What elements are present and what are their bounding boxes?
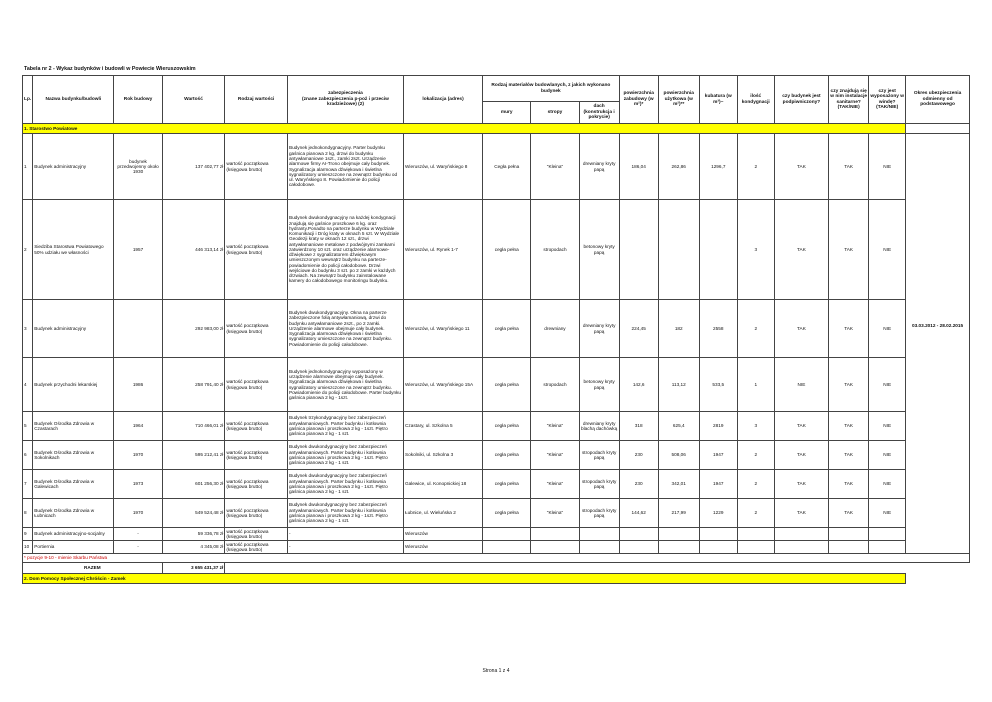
walls-cell: cegła pełna — [483, 441, 531, 470]
basement-cell: TAK — [774, 412, 828, 441]
col-nazwa: Nazwa budynku/budowli — [33, 76, 114, 124]
value-cell: 292 983,00 zł — [162, 300, 225, 358]
volume-cell — [699, 200, 737, 300]
elevator-cell: NIE — [869, 412, 906, 441]
section-spacer — [906, 124, 970, 134]
value-cell: 710 466,01 zł — [162, 412, 225, 441]
total-row — [23, 563, 970, 574]
section-spacer — [906, 574, 970, 584]
value-type-cell: wartość początkowa (księgowa brutto) — [225, 541, 288, 554]
basement-cell: TAK — [774, 470, 828, 499]
sanitary-cell: TAK — [829, 470, 869, 499]
floors-cell: 2 — [737, 134, 774, 200]
built-area-cell: 230 — [619, 470, 658, 499]
floors-cell: 3 — [737, 412, 774, 441]
security-cell: Budynek dwukondygnacyjny bez zabezpieczeń antywłamaniowych. Parter budynku i kotłownia gaśnica pianowa i proszkowa 2 kg - 1szt. Piętro gaśnica pianowa 2 kg - 1 szt. — [287, 499, 403, 528]
sanitary-cell — [829, 528, 869, 541]
security-cell: - — [287, 541, 403, 554]
year-cell — [114, 300, 162, 358]
lp-cell: 5 — [23, 412, 33, 441]
built-area-cell: 144,62 — [619, 499, 658, 528]
basement-cell — [774, 528, 828, 541]
lp-cell: 8 — [23, 499, 33, 528]
section-title: 1. Starostwo Powiatowe — [23, 124, 906, 134]
lp-cell: 10 — [23, 541, 33, 554]
basement-cell: TAK — [774, 441, 828, 470]
floors-cell: 2 — [737, 499, 774, 528]
year-cell: 1970 — [114, 441, 162, 470]
walls-cell: cegła pełna — [483, 470, 531, 499]
year-cell: 1957 — [114, 200, 162, 300]
floors-cell — [737, 541, 774, 554]
basement-cell: TAK — [774, 200, 828, 300]
sanitary-cell — [829, 541, 869, 554]
usable-area-cell: 182 — [658, 300, 699, 358]
basement-cell: TAK — [774, 499, 828, 528]
total-spacer — [225, 563, 970, 574]
value-cell: 446 313,14 zł — [162, 200, 225, 300]
roof-cell: drewniany kryty papą — [579, 300, 619, 358]
year-cell: 1970 — [114, 499, 162, 528]
walls-cell: cegła pełna — [483, 300, 531, 358]
usable-area-cell: 217,99 — [658, 499, 699, 528]
col-kondygnacji: ilość kondygnacji — [737, 76, 774, 124]
table-row — [23, 441, 970, 470]
value-cell: 595 212,41 zł — [162, 441, 225, 470]
col-lokalizacja: lokalizacja (adres) — [404, 76, 483, 124]
volume-cell: 1947 — [699, 470, 737, 499]
walls-cell: cegła pełna — [483, 200, 531, 300]
value-type-cell: wartość początkowa (księgowa brutto) — [225, 499, 288, 528]
volume-cell: 2819 — [699, 412, 737, 441]
name-cell: Budynek Ośrodka Zdrowia w Galewicach — [33, 470, 114, 499]
walls-cell — [483, 528, 531, 541]
location-cell: Czastary, ul. Szkolna 5 — [404, 412, 483, 441]
elevator-cell: NIE — [869, 358, 906, 412]
ceilings-cell: "Kleina" — [531, 134, 579, 200]
value-type-cell: wartość początkowa (księgowa brutto) — [225, 412, 288, 441]
col-mury: mury — [483, 102, 531, 124]
name-cell: Budynek administracyjno-socjalny — [33, 528, 114, 541]
col-rok: Rok budowy — [114, 76, 162, 124]
value-type-cell: wartość początkowa (księgowa brutto) — [225, 528, 288, 541]
elevator-cell — [869, 541, 906, 554]
location-cell: Wieruszów, ul. Waryńskiego 11 — [404, 300, 483, 358]
value-type-cell: wartość początkowa (księgowa brutto) — [225, 134, 288, 200]
col-rodzaj: Rodzaj wartości — [225, 76, 288, 124]
volume-cell — [699, 528, 737, 541]
col-kubatura: kubatura (w m³)~ — [699, 76, 737, 124]
floors-cell: 1 — [737, 358, 774, 412]
table-row — [23, 300, 970, 358]
ceilings-cell: drewniany — [531, 300, 579, 358]
year-cell: 1973 — [114, 470, 162, 499]
year-cell: budynek przedwojenny około 1930 — [114, 134, 162, 200]
name-cell: Portiernia — [33, 541, 114, 554]
roof-cell: stropodach kryty papą — [579, 470, 619, 499]
usable-area-cell — [658, 528, 699, 541]
value-type-cell: wartość początkowa (księgowa brutto) — [225, 441, 288, 470]
floors-cell: 3 — [737, 200, 774, 300]
year-cell: - — [114, 541, 162, 554]
ceilings-cell: "Kleina" — [531, 441, 579, 470]
value-type-cell: wartość początkowa (księgowa brutto) — [225, 470, 288, 499]
roof-cell — [579, 541, 619, 554]
location-cell: Sokolniki, ul. Szkolna 3 — [404, 441, 483, 470]
built-area-cell — [619, 200, 658, 300]
table-row — [23, 470, 970, 499]
security-cell: Budynek jednokondygnacyjny. Parter budynku gaśnica pianowa 2 kg, drzwi do budynku antywłamaniowe 1szt., zamki 2szt. Urządzenie alarmowe firmy AI-Trono obejmuje cały budynek. Sygnalizacja alarmowa dźwiękowa i świetlna sygnalizatory umieszczone na zewnątrz budynku od ul. Waryńskiego 8. Powiadomienie do policji całodobowe. — [287, 134, 403, 200]
location-cell: Wieruszów, ul. Rynek 1-7 — [404, 200, 483, 300]
table-row — [23, 200, 970, 300]
ceilings-cell: stropodach — [531, 358, 579, 412]
ceilings-cell — [531, 528, 579, 541]
location-cell: Wieruszów, ul. Waryńskiego 8 — [404, 134, 483, 200]
sanitary-cell: TAK — [829, 412, 869, 441]
elevator-cell: NIE — [869, 200, 906, 300]
built-area-cell: 186,04 — [619, 134, 658, 200]
col-dach: dach (konstrukcja i pokrycie) — [579, 102, 619, 124]
walls-cell: cegła pełna — [483, 412, 531, 441]
built-area-cell: 318 — [619, 412, 658, 441]
value-cell: 59 336,78 zł — [162, 528, 225, 541]
year-cell: 1986 — [114, 358, 162, 412]
volume-cell: 2558 — [699, 300, 737, 358]
table-title: Tabela nr 2 - Wykaz budynków i budowli w Powiecie Wieruszowskim — [24, 66, 196, 72]
walls-cell: Cegła pełna — [483, 134, 531, 200]
col-lp: Lp. — [23, 76, 33, 124]
buildings-table — [22, 75, 970, 584]
name-cell: Budynek Ośrodka Zdrowia w Czastarach — [33, 412, 114, 441]
value-type-cell: wartość początkowa (księgowa brutto) — [225, 200, 288, 300]
security-cell: Budynek jednokondygnacyjny wyposażony w urządzenie alarmowe obejmuje cały budynek. Sygnalizacja alarmowa dźwiękowa i świetlna sygnalizatory umieszczone na zewnątrz budynku. Powiadomienie do policji całodobowe. Parter budynku gaśnica pianowa 2 kg - 1szt. — [287, 358, 403, 412]
built-area-cell — [619, 528, 658, 541]
year-cell: - — [114, 528, 162, 541]
usable-area-cell: 113,12 — [658, 358, 699, 412]
ceilings-cell: "Kleina" — [531, 470, 579, 499]
usable-area-cell — [658, 200, 699, 300]
floors-cell: 2 — [737, 441, 774, 470]
security-cell: Budynek dwukondygnacyjny bez zabezpieczeń antywłamaniowych. Parter budynku i kotłownia gaśnica pianowa i proszkowa 2 kg - 1szt. Piętro gaśnica pianowa 2 kg - 1 szt. — [287, 441, 403, 470]
location-cell: Wieruszów — [404, 528, 483, 541]
usable-area-cell — [658, 541, 699, 554]
basement-cell: TAK — [774, 134, 828, 200]
basement-cell: TAK — [774, 300, 828, 358]
roof-cell: drewniany kryty papą — [579, 134, 619, 200]
roof-cell: betonowy kryty papą — [579, 358, 619, 412]
total-label: RAZEM — [23, 563, 163, 574]
sanitary-cell: TAK — [829, 200, 869, 300]
col-zabezpieczenia: zabezpieczenia (znane zabezpieczenia p-poż i przeciw kradzieżowe) (2) — [287, 76, 403, 124]
built-area-cell — [619, 541, 658, 554]
ceilings-cell: "Kleina" — [531, 499, 579, 528]
value-cell: 601 256,30 zł — [162, 470, 225, 499]
location-cell: Łubnice, ul. Wieluńska 2 — [404, 499, 483, 528]
elevator-cell: NIE — [869, 134, 906, 200]
volume-cell: 1229 — [699, 499, 737, 528]
roof-cell: drewniany kryty blachą dachówką — [579, 412, 619, 441]
lp-cell: 9 — [23, 528, 33, 541]
section-row — [23, 124, 970, 134]
sanitary-cell: TAK — [829, 358, 869, 412]
security-cell: - — [287, 528, 403, 541]
name-cell: Budynek Ośrodka Zdrowia w Łubnicach — [33, 499, 114, 528]
footnote: * pozycje 9-10 - mienie Skarbu Państwa — [23, 554, 970, 563]
usable-area-cell: 508,06 — [658, 441, 699, 470]
built-area-cell: 230 — [619, 441, 658, 470]
usable-area-cell: 262,86 — [658, 134, 699, 200]
value-cell: 4 345,08 zł — [162, 541, 225, 554]
walls-cell — [483, 541, 531, 554]
roof-cell: stropodach kryty papą — [579, 441, 619, 470]
walls-cell: cegła pełna — [483, 499, 531, 528]
basement-cell: NIE — [774, 358, 828, 412]
sanitary-cell: TAK — [829, 499, 869, 528]
table-row — [23, 499, 970, 528]
col-wartosc: Wartość — [162, 76, 225, 124]
table-row — [23, 528, 970, 541]
elevator-cell: NIE — [869, 499, 906, 528]
value-type-cell: wartość początkowa (księgowa brutto) — [225, 300, 288, 358]
usable-area-cell: 342,01 — [658, 470, 699, 499]
col-pow-uzyt: powierzchnia użytkowa (w m²)** — [658, 76, 699, 124]
built-area-cell: 142,6 — [619, 358, 658, 412]
col-winda: czy jest wyposażony w windę? (TAK/NIE) — [869, 76, 906, 124]
floors-cell: 2 — [737, 300, 774, 358]
value-cell: 258 791,40 zł — [162, 358, 225, 412]
built-area-cell: 224,45 — [619, 300, 658, 358]
name-cell: Siedziba Starostwa Powiatowego 50% udziału we własności — [33, 200, 114, 300]
ceilings-cell: stropodach — [531, 200, 579, 300]
name-cell: Budynek administracyjny — [33, 134, 114, 200]
col-sanitarne: czy znajdują się w nim instalacje sanitarne? (TAK/NIE) — [829, 76, 869, 124]
col-stropy: stropy — [531, 102, 579, 124]
volume-cell: 1947 — [699, 441, 737, 470]
location-cell: Galewice, ul. Konopnickiej 18 — [404, 470, 483, 499]
section-title: 2. Dom Pomocy Społecznej Chróścin - Zamek — [23, 574, 906, 584]
volume-cell: 533,5 — [699, 358, 737, 412]
lp-cell: 1 — [23, 134, 33, 200]
lp-cell: 6 — [23, 441, 33, 470]
value-type-cell: wartość początkowa (księgowa brutto) — [225, 358, 288, 412]
lp-cell: 2 — [23, 200, 33, 300]
elevator-cell — [869, 528, 906, 541]
volume-cell — [699, 541, 737, 554]
lp-cell: 3 — [23, 300, 33, 358]
lp-cell: 4 — [23, 358, 33, 412]
page-footer: Strona 1 z 4 — [482, 668, 510, 674]
table-row — [23, 412, 970, 441]
ceilings-cell — [531, 541, 579, 554]
floors-cell: 2 — [737, 470, 774, 499]
table-row — [23, 358, 970, 412]
security-cell: Budynek dwukondygnacyjny na każdej kondygnacji znajdują się gaśnice proszkowe 6 kg. oraz hydranty.Ponadto na parterze budynku w Wydziale Komunikacji i Dróg kraty w oknach 5 szt. W Wydziale Geodezji kraty w oknach 12 szt., drzwi antywłamaniowe metalowe z podwójnymi zamkami zatwierdzony 10 szt. oraz urządzenie alarmowe-dźwiękowe z sygnalizatorem dźwiękowym umieszczonym wewnątrz budynku na parterze- powiadomienie do policji całodobowe. Drzwi wejściowe do budynku 3 szt. po 2 zamki w każdych drzwiach. Na zewnątrz budynku zainstalowane kamery do całodobowego monitoringu budynku. — [287, 200, 403, 300]
floors-cell — [737, 528, 774, 541]
roof-cell: betonowy kryty papą — [579, 200, 619, 300]
roof-cell — [579, 528, 619, 541]
name-cell: Budynek Ośrodka Zdrowia w Sokolnikach — [33, 441, 114, 470]
insurance-period-cell: 03.03.2012 - 28.02.2015 — [906, 134, 970, 554]
location-cell: Wieruszów, ul. Waryńskiego 15A — [404, 358, 483, 412]
elevator-cell: NIE — [869, 470, 906, 499]
location-cell: Wieruszów — [404, 541, 483, 554]
walls-cell: cegła pełna — [483, 358, 531, 412]
col-okres: Okres ubezpieczenia odmienny od podstawowego — [906, 76, 970, 124]
security-cell: Budynek dwukondygnacyjny bez zabezpieczeń antywłamaniowych. Parter budynku i kotłownia gaśnica pianowa i proszkowa 2 kg - 1szt. Piętro gaśnica pianowa 2 kg - 1 szt. — [287, 470, 403, 499]
sanitary-cell: TAK — [829, 134, 869, 200]
elevator-cell: NIE — [869, 300, 906, 358]
usable-area-cell: 625,4 — [658, 412, 699, 441]
value-cell: 137 402,77 zł — [162, 134, 225, 200]
sanitary-cell: TAK — [829, 300, 869, 358]
year-cell: 1964 — [114, 412, 162, 441]
col-materialy: Rodzaj materiałów budowlanych, z jakich wykonano budynek — [483, 76, 620, 102]
volume-cell: 1296,7 — [699, 134, 737, 200]
total-value: 3 655 431,37 zł — [162, 563, 225, 574]
note-row — [23, 554, 970, 563]
section-row — [23, 574, 970, 584]
lp-cell: 7 — [23, 470, 33, 499]
name-cell: Budynek przychodni lekarskiej — [33, 358, 114, 412]
table-row — [23, 134, 970, 200]
ceilings-cell: "Kleina" — [531, 412, 579, 441]
security-cell: Budynek trzykondygnacyjny bez zabezpieczeń antywłamaniowych. Parter budynku i kotłownia gaśnica pianowa i proszkowa 2 kg - 1szt. Piętro gaśnica pianowa 2 kg - 1 szt. — [287, 412, 403, 441]
col-pow-zab: powierzchnia zabudowy (w m²)* — [619, 76, 658, 124]
table-row — [23, 541, 970, 554]
col-podpiwniczony: czy budynek jest podpiwniczony? — [774, 76, 828, 124]
basement-cell — [774, 541, 828, 554]
name-cell: Budynek administracyjny — [33, 300, 114, 358]
sanitary-cell: TAK — [829, 441, 869, 470]
roof-cell: stropodach kryty papą — [579, 499, 619, 528]
security-cell: Budynek dwukondygnacyjny. Okna na parterze zabezpieczone folią antywłamaniową, drzwi do budynku antywłamaniowe 2szt., po 2 zamki. Urządzenie alarmowe obejmuje cały budynek. Sygnalizacja alarmowa dźwiękowa i świetlna sygnalizatory umieszczone na zewnątrz budynku. Powiadomienie do policji całodobowe. — [287, 300, 403, 358]
value-cell: 549 524,48 zł — [162, 499, 225, 528]
elevator-cell: NIE — [869, 441, 906, 470]
